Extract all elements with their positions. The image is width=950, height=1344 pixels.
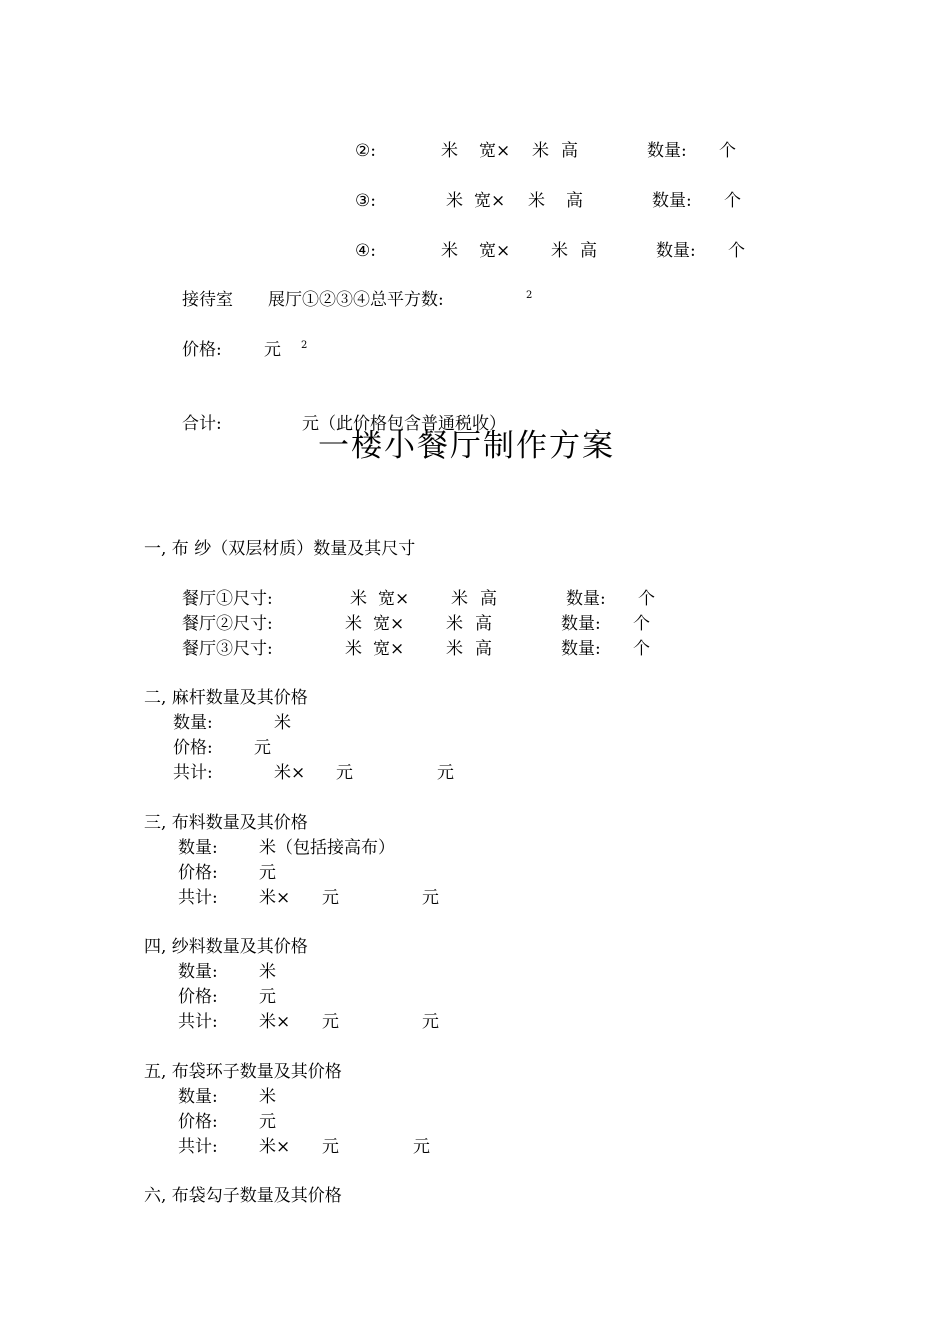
price-superscript: 2 bbox=[301, 340, 308, 351]
total-label: 合计: bbox=[182, 414, 222, 434]
unit-mi: 米 bbox=[441, 141, 458, 161]
row-label: 餐厅①尺寸: bbox=[182, 589, 273, 609]
total-yuan: 元 bbox=[422, 888, 439, 908]
unit-mi: 米 bbox=[446, 639, 463, 659]
kuan-text: 宽× bbox=[373, 639, 405, 659]
price-unit: 元 bbox=[259, 863, 276, 883]
total-label: 共计: bbox=[178, 1012, 218, 1032]
kuan-text: 宽× bbox=[479, 241, 511, 261]
unit-ge: 个 bbox=[633, 614, 650, 634]
total-mi: 米× bbox=[259, 888, 291, 908]
total-yuan: 元 bbox=[322, 1137, 339, 1157]
total-yuan: 元 bbox=[422, 1012, 439, 1032]
kuan-text: 宽× bbox=[373, 614, 405, 634]
section-heading-3: 三, 布料数量及其价格 bbox=[144, 813, 308, 833]
unit-mi: 米 bbox=[350, 589, 367, 609]
qty-unit: 米 bbox=[259, 1087, 276, 1107]
hall-label: ④: bbox=[355, 241, 376, 261]
unit-mi: 米 bbox=[446, 191, 463, 211]
section-heading-2: 二, 麻杆数量及其价格 bbox=[144, 688, 308, 708]
total-yuan: 元 bbox=[437, 763, 454, 783]
qty-unit: 米 bbox=[259, 962, 276, 982]
section-heading-6: 六, 布袋勾子数量及其价格 bbox=[144, 1186, 342, 1206]
gao-text: 高 bbox=[580, 241, 597, 261]
unit-ge: 个 bbox=[728, 241, 745, 261]
unit-mi: 米 bbox=[345, 614, 362, 634]
unit-ge: 个 bbox=[724, 191, 741, 211]
total-yuan: 元 bbox=[336, 763, 353, 783]
total-label: 共计: bbox=[178, 888, 218, 908]
gao-text: 高 bbox=[566, 191, 583, 211]
hall-label: ②: bbox=[355, 141, 376, 161]
unit-ge: 个 bbox=[633, 639, 650, 659]
qty-label: 数量: bbox=[561, 614, 601, 634]
total-label: 共计: bbox=[178, 1137, 218, 1157]
price-label: 价格: bbox=[178, 1112, 218, 1132]
unit-mi: 米 bbox=[451, 589, 468, 609]
qty-label: 数量: bbox=[561, 639, 601, 659]
qty-unit: 米 bbox=[274, 713, 291, 733]
qty-label: 数量: bbox=[647, 141, 687, 161]
price-label: 价格: bbox=[182, 340, 222, 360]
qty-label: 数量: bbox=[178, 1087, 218, 1107]
qty-label: 数量: bbox=[566, 589, 606, 609]
unit-mi: 米 bbox=[345, 639, 362, 659]
price-unit: 元 bbox=[254, 738, 271, 758]
price-unit: 元 bbox=[264, 340, 281, 360]
gao-text: 高 bbox=[475, 639, 492, 659]
total-yuan: 元 bbox=[413, 1137, 430, 1157]
price-unit: 元 bbox=[259, 1112, 276, 1132]
total-text: 元（此价格包含普通税收） bbox=[302, 414, 506, 434]
price-label: 价格: bbox=[178, 863, 218, 883]
total-mi: 米× bbox=[259, 1012, 291, 1032]
section-heading-5: 五, 布袋环子数量及其价格 bbox=[144, 1062, 342, 1082]
total-mi: 米× bbox=[259, 1137, 291, 1157]
total-yuan: 元 bbox=[322, 888, 339, 908]
gao-text: 高 bbox=[475, 614, 492, 634]
unit-mi: 米 bbox=[532, 141, 549, 161]
unit-mi: 米 bbox=[446, 614, 463, 634]
unit-ge: 个 bbox=[719, 141, 736, 161]
total-label: 共计: bbox=[173, 763, 213, 783]
price-label: 价格: bbox=[173, 738, 213, 758]
qty-unit: 米（包括接高布） bbox=[259, 838, 395, 858]
area-label: 展厅①②③④总平方数: bbox=[268, 290, 444, 310]
row-label: 餐厅②尺寸: bbox=[182, 614, 273, 634]
kuan-text: 宽× bbox=[378, 589, 410, 609]
unit-mi: 米 bbox=[551, 241, 568, 261]
unit-mi: 米 bbox=[528, 191, 545, 211]
section-heading-1: 一, 布 纱（双层材质）数量及其尺寸 bbox=[144, 539, 416, 559]
gao-text: 高 bbox=[480, 589, 497, 609]
unit-ge: 个 bbox=[638, 589, 655, 609]
qty-label: 数量: bbox=[656, 241, 696, 261]
qty-label: 数量: bbox=[652, 191, 692, 211]
area-superscript: 2 bbox=[526, 290, 533, 301]
qty-label: 数量: bbox=[173, 713, 213, 733]
kuan-text: 宽× bbox=[474, 191, 506, 211]
gao-text: 高 bbox=[561, 141, 578, 161]
qty-label: 数量: bbox=[178, 838, 218, 858]
row-label: 餐厅③尺寸: bbox=[182, 639, 273, 659]
price-label: 价格: bbox=[178, 987, 218, 1007]
total-yuan: 元 bbox=[322, 1012, 339, 1032]
page-title: 一楼小餐厅制作方案 bbox=[318, 428, 615, 464]
section-heading-4: 四, 纱料数量及其价格 bbox=[144, 937, 308, 957]
price-unit: 元 bbox=[259, 987, 276, 1007]
reception-label: 接待室 bbox=[182, 290, 233, 310]
kuan-text: 宽× bbox=[479, 141, 511, 161]
unit-mi: 米 bbox=[441, 241, 458, 261]
qty-label: 数量: bbox=[178, 962, 218, 982]
hall-label: ③: bbox=[355, 191, 376, 211]
total-mi: 米× bbox=[274, 763, 306, 783]
